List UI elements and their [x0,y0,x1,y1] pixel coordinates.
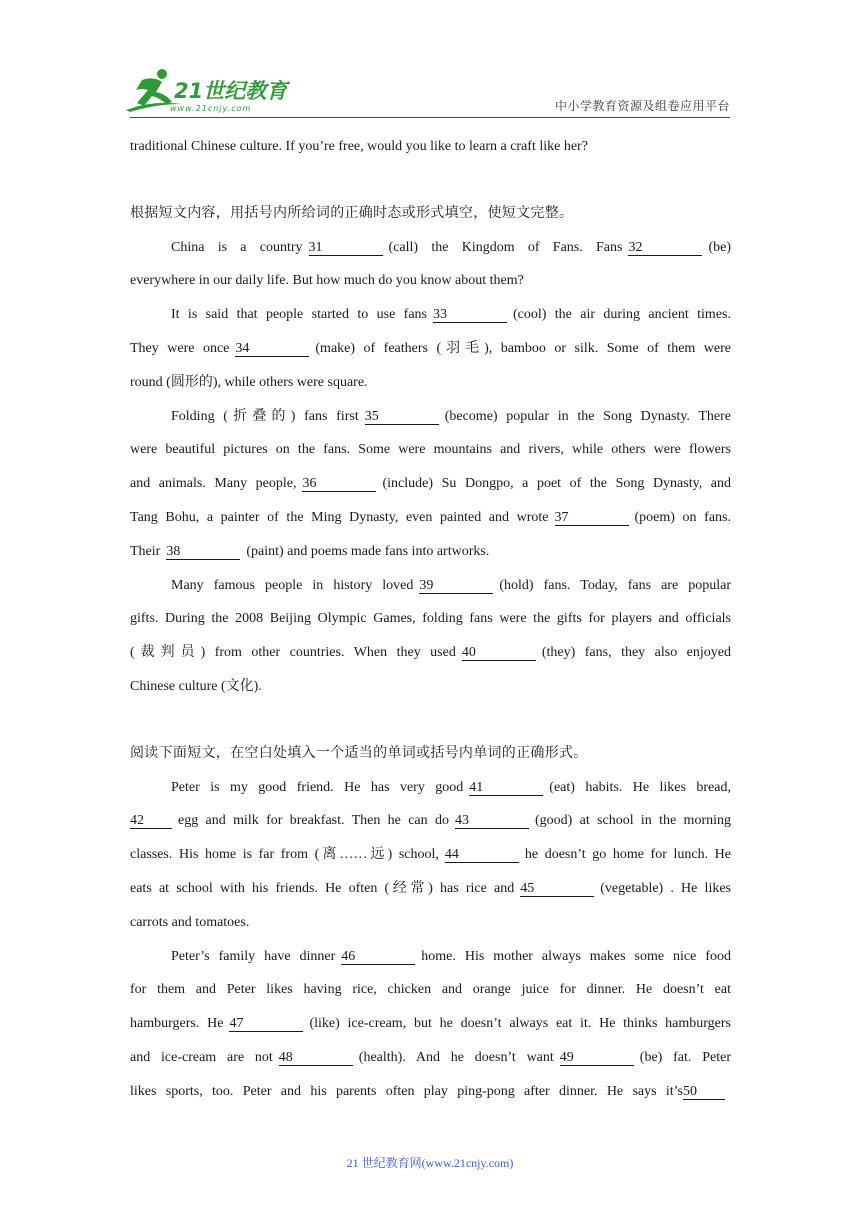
text-line: (裁判员) from other countries. When they used 40 (they) fans, they also enjoyed [130,645,731,661]
text-line: Peter’s family have dinner 46 home. His mother always makes some nice food [171,948,731,964]
blank-45[interactable]: 45 [520,881,594,897]
blank-36[interactable]: 36 [302,476,376,492]
blank-32[interactable]: 32 [628,240,702,256]
text-line: and ice-cream are not 48 (health). And he doesn’t want 49 (be) fat. Peter [130,1049,731,1065]
blank-38[interactable]: 38 [166,544,240,560]
text-line: for them and Peter likes having rice, chicken and orange juice for dinner. He doesn’t eat [130,982,731,998]
text-line: hamburgers. He 47 (like) ice-cream, but he doesn’t always eat it. He thinks hamburgers [130,1016,731,1032]
text-line: They were once 34 (make) of feathers (羽毛), bamboo or silk. Some of them were [130,340,731,356]
header-platform-text: 中小学教育资源及组卷应用平台 [554,99,730,113]
blank-39[interactable]: 39 [419,578,493,594]
text-line: Their 38 (paint) and poems made fans into artworks. [130,543,490,559]
spacer [130,704,731,737]
text-line: eats at school with his friends. He often (经常) has rice and 45 (vegetable) . He likes [130,880,731,896]
blank-37[interactable]: 37 [555,510,629,526]
text-line: were beautiful pictures on the fans. Some were mountains and rivers, while others were flowers [130,442,731,458]
section2-instruction: 阅读下面短文，在空白处填入一个适当的单词或括号内单词的正确形式。 [130,745,588,761]
document-body [130,130,731,1109]
text-line: everywhere in our daily life. But how much do you know about them? [130,273,524,289]
blank-31[interactable]: 31 [309,240,383,256]
text-line: Tang Bohu, a painter of the Ming Dynasty, even painted and wrote 37 (poem) on fans. [130,509,731,525]
blank-40[interactable]: 40 [462,645,536,661]
blank-49[interactable]: 49 [560,1050,634,1066]
blank-34[interactable]: 34 [235,341,309,357]
text-line: It is said that people started to use fans 33 (cool) the air during ancient times. [171,307,731,323]
blank-33[interactable]: 33 [433,307,507,323]
blank-35[interactable]: 35 [365,409,439,425]
section1-instruction: 根据短文内容，用括号内所给词的正确时态或形式填空，使短文完整。 [130,205,574,221]
blank-41[interactable]: 41 [469,780,543,796]
text-line: round (圆形的), while others were square. [130,374,368,390]
runner-logo-icon [122,66,292,116]
text-line: likes sports, too. Peter and his parents often play ping-pong after dinner. He says it’s50 [130,1075,731,1109]
blank-42[interactable]: 42 [130,813,172,829]
text-line: classes. His home is far from (离……远) school, 44 he doesn’t go home for lunch. He [130,847,731,863]
blank-46[interactable]: 46 [341,949,415,965]
text-line: Chinese culture (文化). [130,678,262,694]
text-line: carrots and tomatoes. [130,914,250,930]
text-line: and animals. Many people, 36 (include) Su Dongpo, a poet of the Song Dynasty, and [130,476,731,492]
text-line: 42 egg and milk for breakfast. Then he can do 43 (good) at school in the morning [130,813,731,829]
text-line: China is a country 31 (call) the Kingdom of Fans. Fans 32 (be) [171,239,731,255]
text-line: Folding (折叠的) fans first 35 (become) popular in the Song Dynasty. There [171,408,732,424]
page-footer: 21 世纪教育网(www.21cnjy.com) [346,1156,514,1170]
text-line: gifts. During the 2008 Beijing Olympic Games, folding fans were the gifts for players and officials [130,611,731,627]
blank-43[interactable]: 43 [455,813,529,829]
blank-48[interactable]: 48 [279,1050,353,1066]
logo-21cnjy [122,66,292,116]
blank-44[interactable]: 44 [445,847,519,863]
paragraph-continuation: traditional Chinese culture. If you’re free, would you like to learn a craft like her? [130,139,588,154]
logo-url: www.21cnjy.com [170,104,252,113]
logo-text: 21世纪教育 [174,79,288,103]
text-line: Many famous people in history loved 39 (hold) fans. Today, fans are popular [171,577,732,593]
blank-50[interactable]: 50 [683,1084,725,1100]
header-divider [130,117,730,118]
spacer [130,164,731,197]
text-line: Peter is my good friend. He has very good 41 (eat) habits. He likes bread, [171,779,731,795]
blank-47[interactable]: 47 [229,1016,303,1032]
page-header [0,0,860,124]
